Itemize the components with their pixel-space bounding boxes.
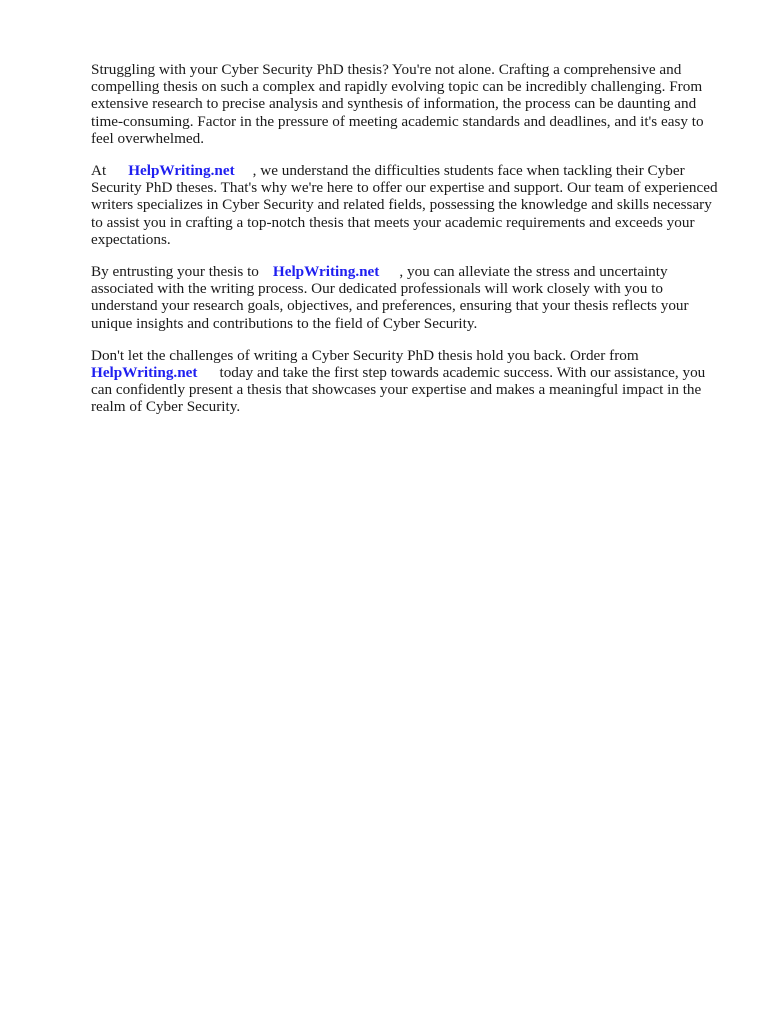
paragraph-benefits-lead: By entrusting your thesis to [91, 263, 259, 281]
paragraph-call-to-action [91, 347, 727, 416]
paragraph-intro: Struggling with your Cyber Security PhD thesis? You're not alone. Crafting a comprehensive and compelling thesis on such a complex and rapidly evolving topic can be incredibly challenging. From extensive research to precise analysis and synthesis of information, the process can be daunting and time-consuming. Factor in the pressure of meeting academic standards and deadlines, and it's easy to feel overwhelmed. [91, 61, 704, 147]
paragraph-about [91, 162, 727, 248]
paragraph-cta-lead: Don't let the challenges of writing a Cyber Security PhD thesis hold you back. Order from [91, 346, 639, 364]
document-body [91, 61, 727, 431]
helpwriting-link-2[interactable]: HelpWriting.net [272, 263, 380, 281]
helpwriting-link-1[interactable]: HelpWriting.net [128, 162, 235, 180]
paragraph-about-lead: At [91, 162, 107, 180]
paragraph-cta-text: today and take the first step towards academic success. With our assistance, you can confidently present a thesis that showcases your expertise and makes a meaningful impact in the realm of Cyber Security. [91, 364, 706, 416]
paragraph-benefits-text: , you can alleviate the stress and uncertainty associated with the writing process. Our dedicated professionals will work closely with you to understand your research goals, objectives, and preferences, ensuring that your thesis reflects your unique insights and contributions to the field of Cyber Security. [91, 263, 689, 332]
paragraph-benefits [91, 263, 727, 332]
helpwriting-link-3[interactable]: HelpWriting.net [91, 364, 198, 382]
paragraph-about-text: , we understand the difficulties students face when tackling their Cyber Security PhD theses. That's why we're here to offer our expertise and support. Our team of experienced writers specializes in Cyber Security and related fields, possessing the knowledge and skills necessary to assist you in crafting a top-notch thesis that meets your academic requirements and exceeds your expectations. [91, 162, 718, 248]
